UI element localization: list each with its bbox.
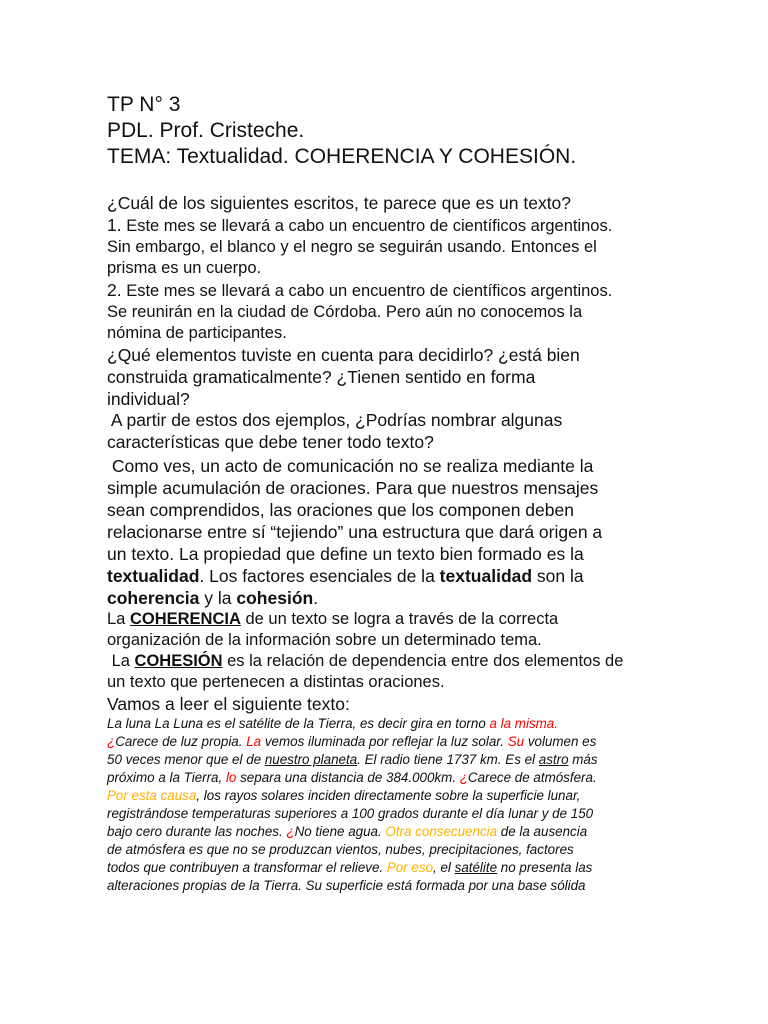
- topic-line: TEMA: Textualidad. COHERENCIA Y COHESIÓN.: [107, 145, 577, 168]
- coherencia-term: COHERENCIA: [129, 610, 241, 628]
- example-1-line: Este mes se llevará a cabo un encuentro de científicos argentinos.: [126, 217, 613, 235]
- text-run: de un texto se logra a través de la correcta: [240, 610, 559, 628]
- text-run: 2.: [107, 280, 122, 300]
- text-run: más: [568, 752, 598, 767]
- text-run: Otra consecuencia: [385, 824, 498, 839]
- text-run: todos que contribuyen a transformar el relieve.: [107, 860, 387, 875]
- text-run: separa una distancia de 384.000km.: [236, 770, 460, 785]
- text-line: [107, 823, 672, 841]
- text-line: [107, 565, 667, 587]
- text-line: [107, 859, 672, 877]
- text-line: organización de la información sobre un determinado tema.: [107, 631, 542, 649]
- text-line: un texto. La propiedad que define un texto bien formado es la: [107, 544, 584, 564]
- text-run: Por esta causa: [107, 788, 197, 803]
- text-run: 50 veces menor que el de: [107, 752, 265, 767]
- coherencia-definition: [107, 609, 667, 630]
- definitions: [107, 609, 667, 693]
- text-run: .: [554, 716, 558, 731]
- example-1-line: Sin embargo, el blanco y el negro se seguirán usando. Entonces el: [107, 238, 597, 256]
- term-textualidad: textualidad: [107, 566, 200, 586]
- text-line: un texto que pertenecen a distintas oraciones.: [107, 673, 445, 691]
- text-run: lo: [225, 770, 237, 785]
- text-run: La: [246, 734, 262, 749]
- text-line: [107, 733, 672, 751]
- text-line: [107, 751, 672, 769]
- document-header: [107, 92, 667, 170]
- text-run: próximo a la Tierra,: [107, 770, 226, 785]
- text-line: de atmósfera es que no se produzcan vientos, nubes, precipitaciones, factores: [107, 842, 574, 857]
- text-line: relacionarse entre sí “tejiendo” una estructura que dará origen a: [107, 522, 603, 542]
- text-run: La: [107, 652, 135, 670]
- text-run: ¿: [107, 734, 116, 749]
- text-line: ¿Qué elementos tuviste en cuenta para decidirlo? ¿está bien: [107, 345, 580, 365]
- text-run: ¿: [286, 824, 295, 839]
- text-line: registrándose temperaturas superiores a 100 grados durante el día lunar y de 150: [107, 806, 594, 821]
- text-line: construida gramaticalmente? ¿Tienen sentido en forma: [107, 367, 536, 387]
- term-coherencia: coherencia: [107, 588, 200, 608]
- text-run: vemos iluminada por reflejar la luz solar.: [261, 734, 508, 749]
- example-1: [107, 215, 667, 279]
- text-line: sean comprendidos, las oraciones que los componen deben: [107, 500, 574, 520]
- text-run: , el: [433, 860, 455, 875]
- cohesion-term: COHESIÓN: [134, 652, 223, 670]
- example-2-line: Se reunirán en la ciudad de Córdoba. Pero aún no conocemos la: [107, 303, 583, 321]
- example-2: [107, 280, 667, 344]
- text-line: [107, 787, 672, 805]
- text-run: Carece de atmósfera.: [467, 770, 597, 785]
- text-run: Su: [507, 734, 525, 749]
- text-run: es la relación de dependencia entre dos elementos de: [222, 652, 624, 670]
- text-run: La luna La Luna es el satélite de la Tierra, es decir gira en torno: [107, 716, 490, 731]
- text-run: no presenta las: [497, 860, 593, 875]
- question-which-is-text: ¿Cuál de los siguientes escritos, te parece que es un texto?: [107, 193, 572, 213]
- text-run: astro: [538, 752, 569, 767]
- text-run: .: [313, 588, 319, 608]
- text-run: volumen es: [524, 734, 597, 749]
- text-line: características que debe tener todo texto?: [107, 432, 434, 452]
- text-run: a la misma: [489, 716, 555, 731]
- explanation-paragraph: [107, 455, 667, 609]
- read-prompt: Vamos a leer el siguiente texto:: [107, 694, 350, 714]
- text-line: [107, 280, 667, 302]
- question-characteristics: [107, 409, 667, 453]
- text-run: satélite: [454, 860, 498, 875]
- example-2-line: Este mes se llevará a cabo un encuentro de científicos argentinos.: [126, 282, 613, 300]
- moon-text: [107, 715, 672, 895]
- text-run: No tiene agua.: [294, 824, 386, 839]
- text-line: A partir de estos dos ejemplos, ¿Podrías nombrar algunas: [107, 410, 563, 430]
- text-line: [107, 769, 672, 787]
- text-line: [107, 715, 672, 733]
- text-run: nuestro planeta: [264, 752, 358, 767]
- term-cohesion: cohesión: [236, 588, 314, 608]
- cohesion-definition: [107, 651, 667, 672]
- text-run: . Los factores esenciales de la: [199, 566, 440, 586]
- text-run: y la: [199, 588, 237, 608]
- text-line: simple acumulación de oraciones. Para que nuestros mensajes: [107, 478, 599, 498]
- text-run: ¿: [459, 770, 468, 785]
- text-run: de la ausencia: [497, 824, 588, 839]
- text-run: bajo cero durante las noches.: [107, 824, 287, 839]
- example-2-number: [107, 280, 122, 300]
- text-run: Por eso: [386, 860, 434, 875]
- text-run: son la: [532, 566, 584, 586]
- term-textualidad: textualidad: [439, 566, 533, 586]
- text-run: La: [107, 610, 130, 628]
- text-line: [107, 215, 667, 237]
- text-run: , los rayos solares inciden directamente sobre la superficie lunar,: [196, 788, 581, 803]
- teacher-line: PDL. Prof. Cristeche.: [107, 119, 305, 142]
- example-1-line: prisma es un cuerpo.: [107, 259, 262, 277]
- example-2-line: nómina de participantes.: [107, 324, 287, 342]
- example-1-number: [107, 215, 122, 235]
- text-line: individual?: [107, 389, 190, 409]
- text-line: alteraciones propias de la Tierra. Su superficie está formada por una base sólida: [107, 878, 586, 893]
- text-line: Como ves, un acto de comunicación no se realiza mediante la: [107, 456, 594, 476]
- assignment-number: TP N° 3: [107, 93, 181, 116]
- text-line: [107, 587, 667, 609]
- question-elements: [107, 344, 667, 410]
- text-run: 1.: [107, 215, 122, 235]
- text-run: Carece de luz propia.: [115, 734, 247, 749]
- text-run: . El radio tiene 1737 km. Es el: [357, 752, 539, 767]
